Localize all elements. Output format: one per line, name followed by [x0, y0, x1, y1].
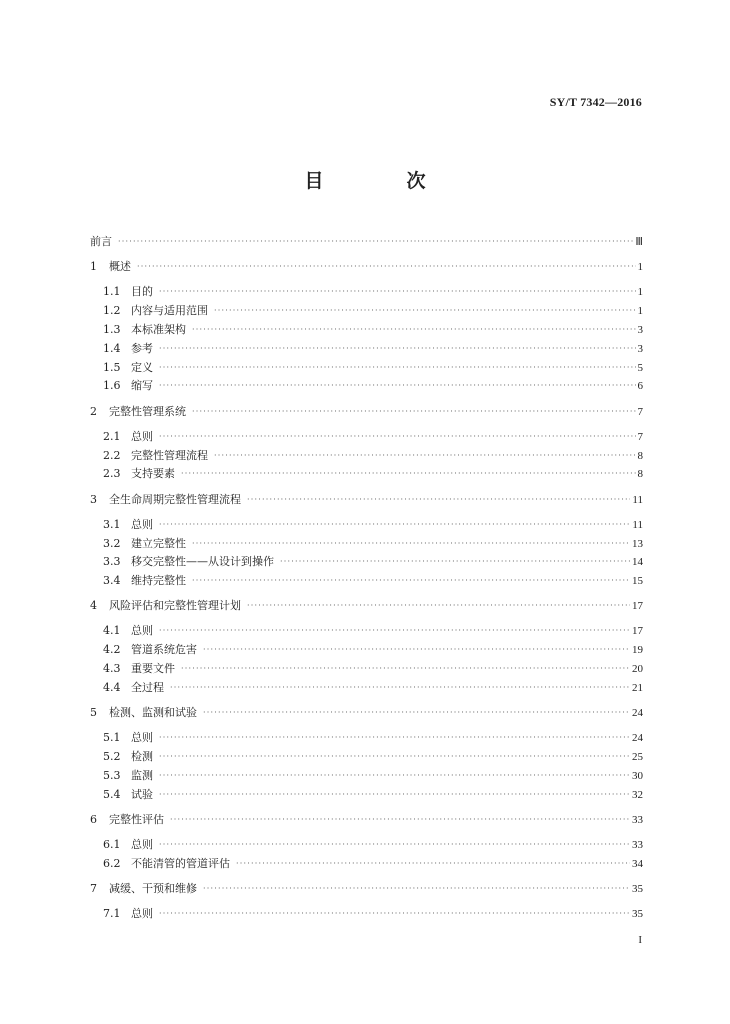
toc-entry-page: 17 [632, 600, 643, 613]
toc-leader-dots [137, 258, 636, 277]
toc-leader-dots [159, 359, 636, 378]
toc-leader-dots [247, 597, 630, 616]
toc-entry[interactable] [90, 491, 643, 510]
toc-entry[interactable] [90, 321, 643, 340]
toc-entry-number: 6.1 [103, 838, 121, 851]
toc-entry-title: 完整性管理流程 [131, 448, 208, 462]
toc-entry[interactable] [90, 233, 643, 252]
toc-leader-dots [159, 516, 630, 535]
toc-entry-page: 17 [632, 625, 643, 638]
toc-entry-number: 6.2 [103, 856, 121, 870]
toc-entry-title: 总则 [131, 907, 153, 921]
toc-entry[interactable] [90, 622, 643, 641]
toc-entry-page: 35 [632, 882, 643, 895]
toc-leader-dots [192, 321, 636, 340]
toc-entry-number: 3.4 [103, 574, 121, 588]
toc-leader-dots [203, 880, 630, 899]
toc-entry-title: 监测 [131, 768, 153, 782]
toc-entry-page: 25 [632, 751, 643, 764]
toc-entry-number: 1.3 [103, 322, 121, 336]
toc-entry[interactable] [90, 535, 643, 554]
toc-entry-number: 3 [90, 492, 97, 506]
toc-entry-number: 5.1 [103, 731, 121, 745]
toc-entry-page: Ⅲ [635, 236, 643, 248]
toc-entry[interactable] [90, 729, 643, 748]
toc-entry-page: 1 [637, 261, 643, 274]
toc-entry-number: 5.2 [103, 750, 121, 764]
toc-entry-page: 20 [632, 663, 643, 676]
toc-entry-title: 总则 [131, 624, 153, 638]
toc-entry[interactable] [90, 377, 643, 396]
toc-leader-dots [159, 786, 630, 805]
toc-leader-dots [181, 660, 630, 679]
toc-entry-number: 3.1 [103, 517, 121, 531]
toc-entry[interactable] [90, 428, 643, 447]
toc-entry-number: 4.2 [103, 643, 121, 657]
toc-entry-title: 总则 [131, 429, 153, 443]
toc-entry-page: 3 [637, 323, 643, 336]
page-number: I [638, 934, 642, 946]
toc-entry-page: 8 [637, 468, 643, 481]
toc-entry-page: 11 [632, 518, 643, 531]
toc-entry-number: 1.1 [103, 285, 121, 299]
toc-leader-dots [159, 340, 636, 359]
toc-entry-title: 参考 [131, 341, 153, 355]
toc-entry[interactable] [90, 302, 643, 321]
toc-entry-number: 6 [90, 812, 97, 826]
toc-entry[interactable] [90, 905, 643, 924]
toc-entry-number: 4.3 [103, 662, 121, 676]
toc-entry-page: 6 [637, 380, 643, 393]
toc-entry-title: 总则 [131, 731, 153, 745]
toc-leader-dots [170, 811, 630, 830]
toc-entry-title: 内容与适用范围 [131, 304, 208, 318]
toc-entry-page: 21 [632, 681, 643, 694]
toc-entry-number: 1.2 [103, 304, 121, 318]
toc-leader-dots [159, 729, 630, 748]
toc-entry[interactable] [90, 553, 643, 572]
toc-entry-number: 2.2 [103, 448, 121, 462]
toc-entry-number: 1.4 [103, 341, 121, 355]
toc-entry-page: 14 [632, 556, 643, 569]
toc-entry-title: 检测 [131, 750, 153, 764]
toc-entry-number: 5.3 [103, 768, 121, 782]
toc-leader-dots [192, 535, 630, 554]
toc-leader-dots [159, 905, 630, 924]
toc-entry-page: 32 [632, 788, 643, 801]
toc-leader-dots [236, 855, 630, 874]
toc-entry-title: 目的 [131, 285, 153, 299]
toc-entry[interactable] [90, 447, 643, 466]
toc-entry[interactable] [90, 767, 643, 786]
toc-entry-title: 全过程 [131, 680, 164, 694]
toc-entry-page: 24 [632, 707, 643, 720]
toc-entry-page: 5 [637, 361, 643, 374]
toc-list [90, 233, 643, 924]
toc-entry-page: 11 [632, 493, 643, 506]
toc-entry-number: 3.3 [103, 555, 121, 569]
toc-entry[interactable] [90, 836, 643, 855]
toc-leader-dots [203, 641, 630, 660]
toc-entry-page: 33 [632, 839, 643, 851]
toc-entry-page: 19 [632, 644, 643, 657]
toc-leader-dots [159, 767, 630, 786]
toc-leader-dots [214, 302, 636, 321]
toc-entry[interactable] [90, 748, 643, 767]
toc-entry-page: 7 [637, 430, 643, 443]
toc-title: 目 次 [304, 170, 458, 192]
toc-entry-page: 30 [632, 769, 643, 782]
toc-leader-dots [118, 233, 633, 252]
toc-entry[interactable] [90, 516, 643, 535]
toc-entry-number: 4.1 [103, 624, 121, 638]
toc-entry-number: 4.4 [103, 680, 121, 694]
toc-entry-title: 总则 [131, 517, 153, 531]
toc-entry-page: 34 [632, 857, 643, 870]
toc-entry[interactable] [90, 679, 643, 698]
toc-entry-title: 支持要素 [131, 467, 175, 481]
toc-entry-page: 33 [632, 813, 643, 826]
toc-entry-number: 1.5 [103, 360, 121, 374]
toc-entry-title: 前言 [90, 235, 112, 248]
toc-entry-number: 7.1 [103, 907, 121, 921]
toc-entry[interactable] [90, 258, 643, 277]
toc-entry-page: 15 [632, 575, 643, 588]
toc-entry-page: 13 [632, 537, 643, 550]
toc-entry-number: 2.1 [103, 429, 121, 443]
standard-code: SY/T 7342—2016 [549, 95, 642, 109]
toc-entry-title: 维持完整性 [131, 574, 186, 588]
toc-entry-title: 风险评估和完整性管理计划 [109, 599, 241, 613]
toc-leader-dots [159, 836, 630, 855]
toc-leader-dots [214, 447, 636, 466]
toc-entry-page: 1 [637, 286, 643, 299]
toc-entry-title: 完整性评估 [109, 812, 164, 826]
toc-entry-title: 建立完整性 [131, 536, 186, 550]
toc-leader-dots [159, 428, 636, 447]
toc-entry-title: 重要文件 [131, 662, 175, 676]
toc-entry-title: 定义 [131, 360, 153, 374]
toc-entry-page: 35 [632, 908, 643, 921]
toc-entry-number: 1 [90, 260, 97, 274]
toc-leader-dots [159, 622, 630, 641]
toc-entry[interactable] [90, 855, 643, 874]
toc-entry[interactable] [90, 811, 643, 830]
toc-entry-number: 5 [90, 706, 97, 720]
toc-leader-dots [192, 403, 636, 422]
toc-entry[interactable] [90, 340, 643, 359]
toc-entry[interactable] [90, 597, 643, 616]
toc-entry-title: 完整性管理系统 [109, 404, 186, 418]
toc-leader-dots [159, 377, 636, 396]
toc-entry-title: 管道系统危害 [131, 643, 197, 657]
toc-leader-dots [192, 572, 630, 591]
toc-leader-dots [170, 679, 630, 698]
toc-entry-page: 24 [632, 732, 643, 745]
toc-leader-dots [247, 491, 630, 510]
toc-entry-number: 2.3 [103, 467, 121, 481]
toc-entry-title: 总则 [131, 838, 153, 851]
toc-entry-title: 概述 [109, 260, 131, 274]
toc-entry-number: 3.2 [103, 536, 121, 550]
toc-entry[interactable] [90, 283, 643, 302]
toc-entry-number: 4 [90, 599, 97, 613]
toc-entry-title: 检测、监测和试验 [109, 706, 197, 720]
toc-entry-title: 不能清管的管道评估 [131, 856, 230, 870]
toc-entry-title: 试验 [131, 787, 153, 801]
toc-entry[interactable] [90, 660, 643, 679]
toc-entry-number: 2 [90, 404, 97, 418]
toc-entry[interactable] [90, 572, 643, 591]
toc-entry[interactable] [90, 403, 643, 422]
toc-entry-number: 1.6 [103, 379, 121, 393]
toc-entry[interactable] [90, 465, 643, 484]
toc-entry-number: 7 [90, 881, 97, 895]
toc-leader-dots [280, 553, 630, 572]
toc-entry-page: 3 [637, 342, 643, 355]
toc-entry-title: 减缓、干预和维修 [109, 881, 197, 895]
toc-entry-page: 1 [637, 305, 643, 318]
toc-entry[interactable] [90, 704, 643, 723]
toc-leader-dots [203, 704, 630, 723]
toc-entry[interactable] [90, 359, 643, 378]
toc-entry-title: 全生命周期完整性管理流程 [109, 492, 241, 506]
toc-entry-title: 缩写 [131, 379, 153, 393]
toc-entry-number: 5.4 [103, 787, 121, 801]
toc-entry-page: 7 [637, 405, 643, 418]
toc-entry[interactable] [90, 880, 643, 899]
toc-entry[interactable] [90, 641, 643, 660]
toc-leader-dots [181, 465, 636, 484]
toc-entry-title: 移交完整性——从设计到操作 [131, 555, 274, 569]
toc-leader-dots [159, 748, 630, 767]
toc-entry-page: 8 [637, 449, 643, 462]
toc-entry[interactable] [90, 786, 643, 805]
toc-leader-dots [159, 283, 636, 302]
toc-entry-title: 本标准架构 [131, 322, 186, 336]
